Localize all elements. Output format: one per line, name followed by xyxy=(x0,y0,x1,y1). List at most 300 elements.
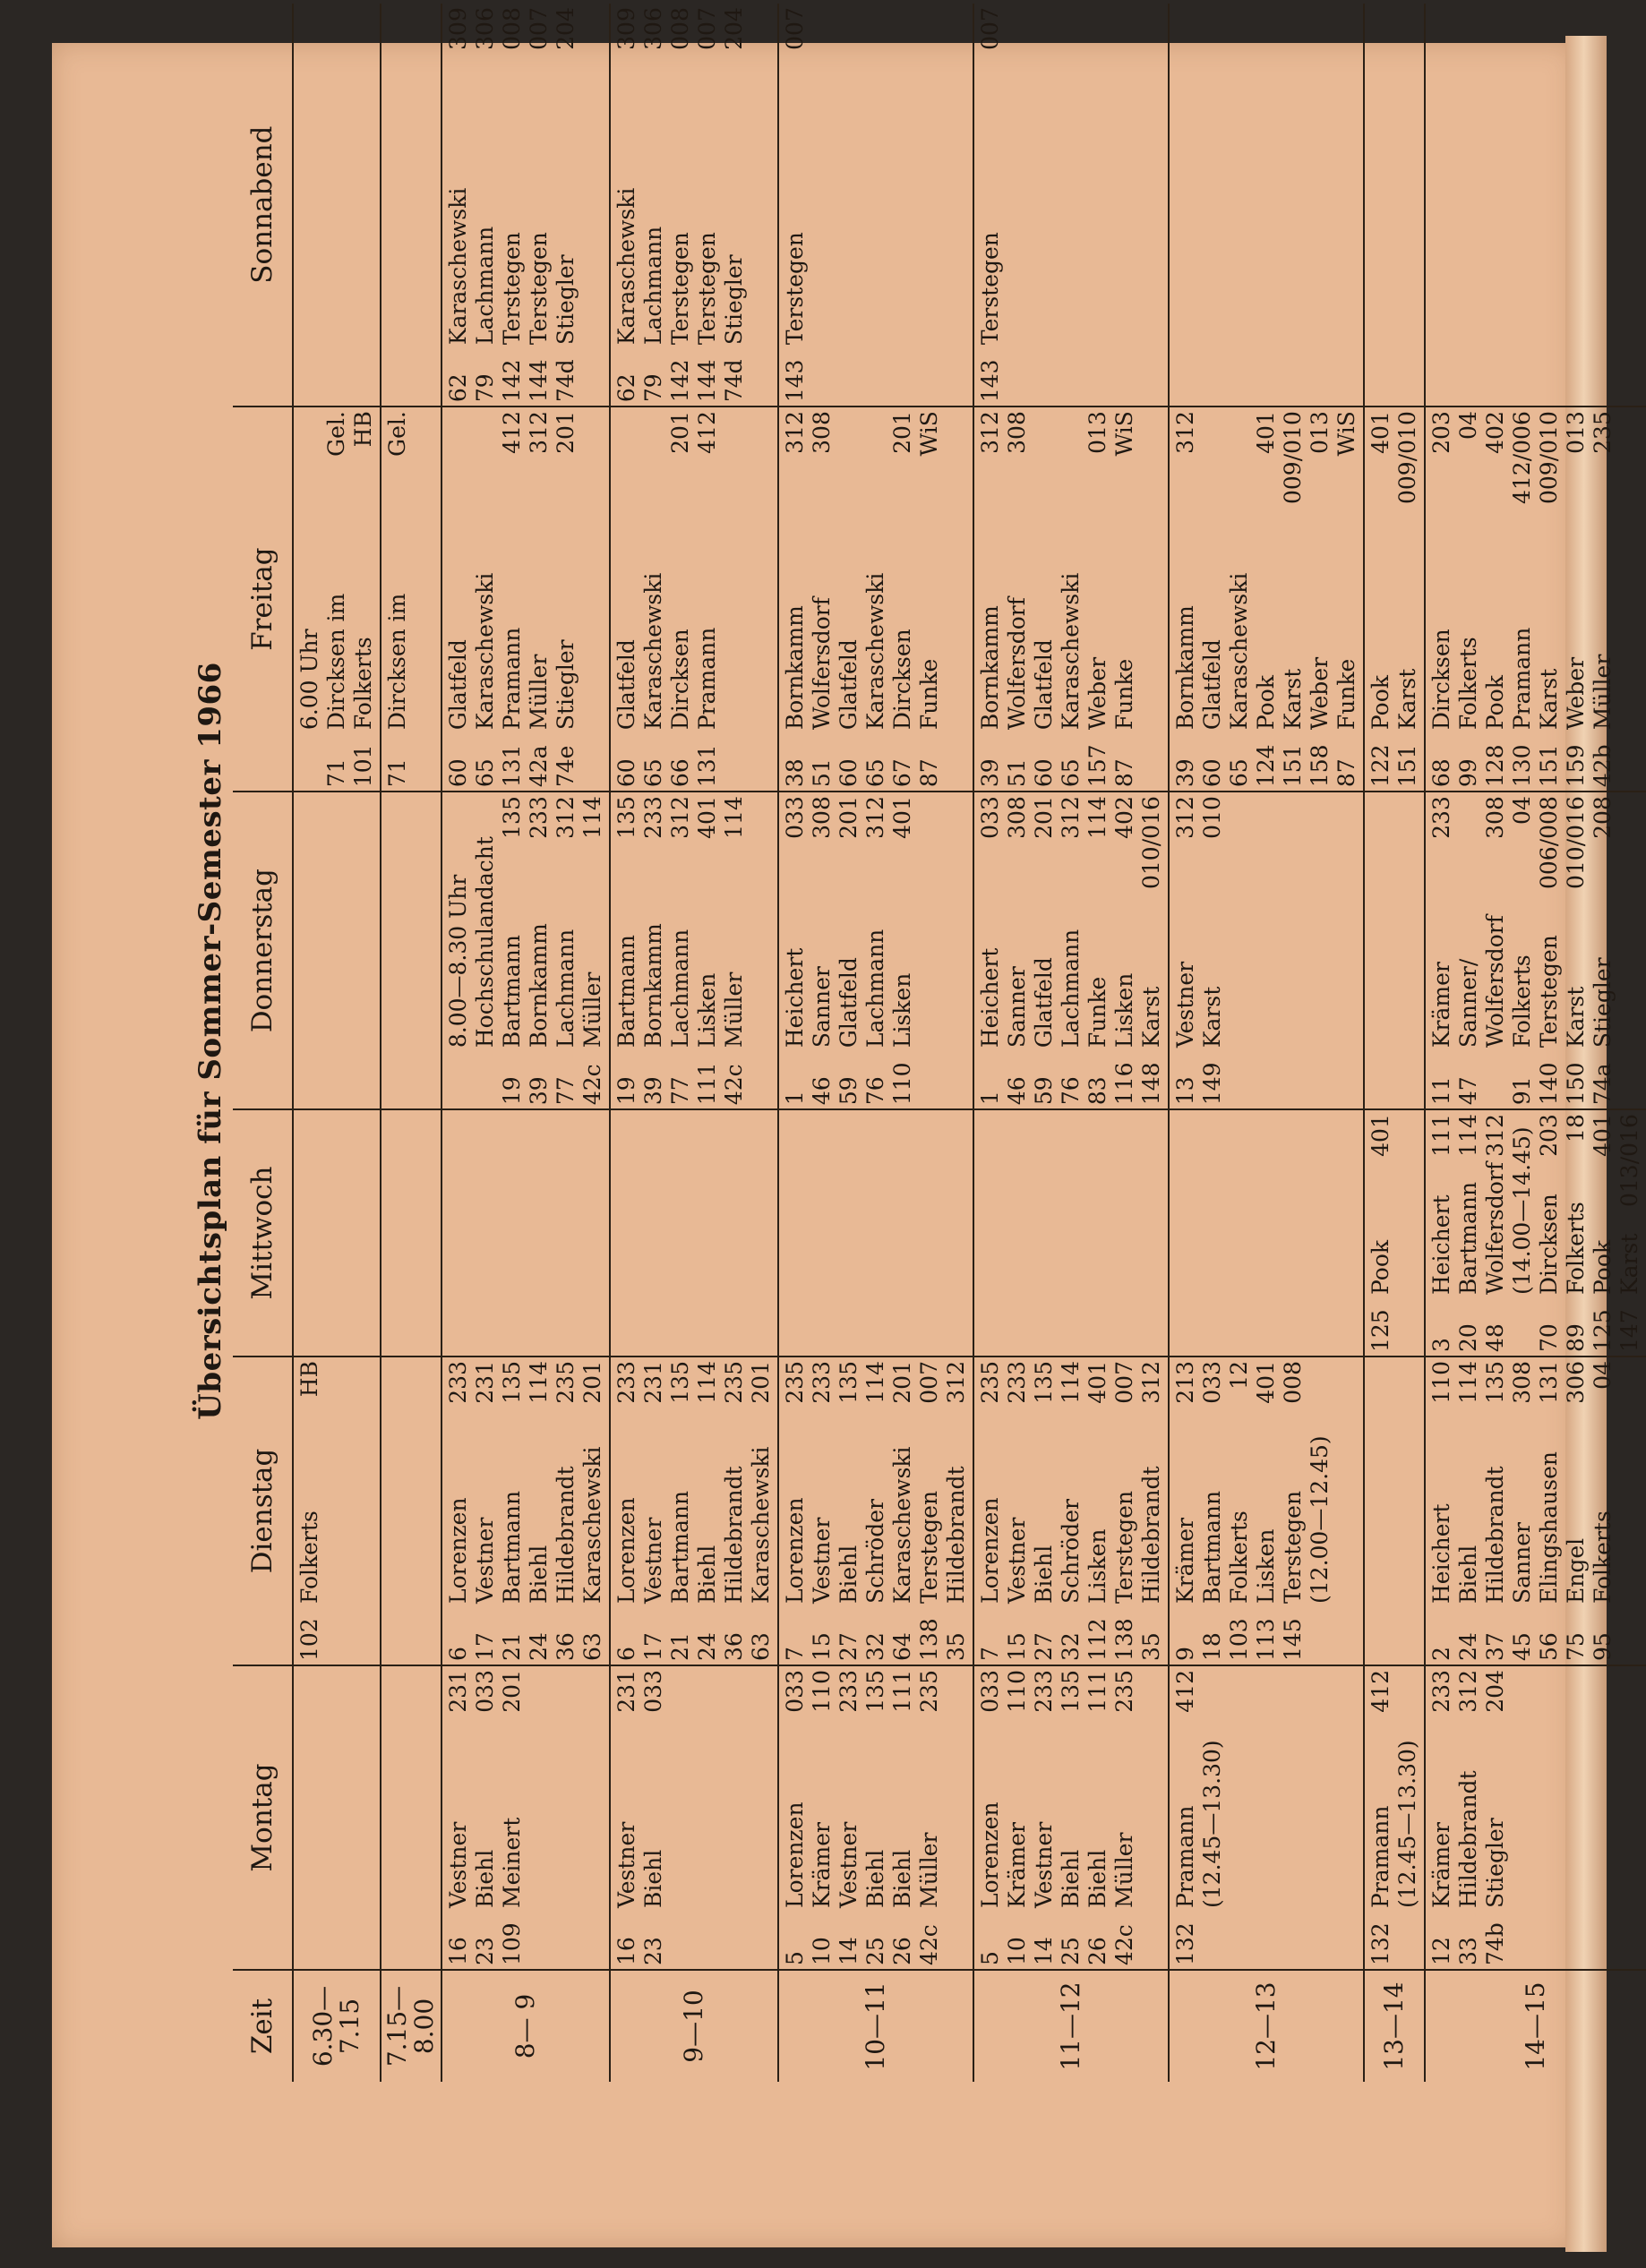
room-number: 201 xyxy=(553,411,579,454)
room-number: 114 xyxy=(1455,1361,1481,1404)
lecturer-name: Lisken xyxy=(889,972,915,1048)
time-row xyxy=(381,4,442,2082)
lecturer-name: Wolfersdorf xyxy=(1004,597,1030,731)
course-number: 2 xyxy=(1428,1647,1454,1661)
room-number: 312 xyxy=(1482,1114,1508,1157)
course-number: 38 xyxy=(782,758,808,788)
room-number: 12 xyxy=(1226,1361,1252,1390)
room-number: 201 xyxy=(889,1361,915,1404)
lecturer-name: Heichert xyxy=(1428,1503,1454,1604)
room-number: 401 xyxy=(1253,411,1279,454)
course-entry xyxy=(1482,1361,1509,1661)
course-number: 148 xyxy=(1138,1062,1164,1106)
room-number xyxy=(862,411,889,416)
cell-mittwoch xyxy=(973,1109,1169,1357)
course-entry xyxy=(1138,796,1165,1105)
lecturer-name: Wolfersdorf xyxy=(1482,915,1508,1048)
course-number: 14 xyxy=(1031,1937,1057,1965)
lecturer-name: Müller xyxy=(916,1832,942,1908)
course-entry xyxy=(1563,411,1590,787)
course-entry xyxy=(1455,411,1482,787)
course-entry xyxy=(1428,411,1455,787)
course-entry xyxy=(809,411,836,787)
lecturer-name: Hildebrandt xyxy=(1482,1466,1508,1604)
course-number: 10 xyxy=(809,1937,835,1965)
lecturer-name: Folkerts xyxy=(1563,1202,1589,1295)
course-number: 109 xyxy=(499,1922,525,1965)
course-number: 42c xyxy=(916,1924,942,1965)
lecturer-name: Pramann xyxy=(1509,627,1535,731)
course-entry xyxy=(1004,1361,1031,1661)
course-number: 35 xyxy=(1138,1632,1164,1661)
course-entry xyxy=(1590,411,1616,787)
course-number: 16 xyxy=(445,1937,471,1965)
lecturer-name: Terstegen xyxy=(499,232,525,346)
lecturer-name: (12.00—12.45) xyxy=(1307,1435,1333,1604)
course-number: 65 xyxy=(1058,758,1084,788)
lecturer-name: Bartmann xyxy=(499,1490,525,1604)
cell-dienstag xyxy=(1425,1357,1646,1665)
room-number: Gel. xyxy=(323,411,349,457)
lecturer-name: Krämer xyxy=(809,1822,835,1908)
room-number: 007 xyxy=(526,7,552,50)
course-entry xyxy=(916,1670,943,1965)
course-entry xyxy=(889,796,916,1105)
room-number: WiS xyxy=(1333,411,1359,457)
lecturer-name: Bartmann xyxy=(667,1490,693,1604)
cell-freitag xyxy=(1169,407,1364,792)
room-number: 412/006 xyxy=(1509,411,1535,504)
lecturer-name: Bornkamm xyxy=(526,923,552,1048)
course-entry xyxy=(1590,1361,1616,1661)
course-number: 26 xyxy=(889,1937,915,1965)
course-entry xyxy=(977,411,1004,787)
room-number: 312 xyxy=(1172,796,1198,839)
lecturer-name: Hildebrandt xyxy=(1138,1466,1164,1604)
time-row xyxy=(1364,4,1425,2082)
course-number: 19 xyxy=(499,1076,525,1106)
room-number: 308 xyxy=(1004,796,1030,839)
lecturer-name: Müller xyxy=(579,971,605,1048)
cell-dienstag xyxy=(610,1357,778,1665)
room-number xyxy=(445,796,472,801)
room-number: 033 xyxy=(782,1670,808,1713)
cell-mittwoch xyxy=(1169,1109,1364,1357)
lecturer-name: 6.00 Uhr xyxy=(296,629,322,731)
room-number: 04 xyxy=(1455,411,1481,440)
lecturer-name: Terstegen xyxy=(1536,935,1562,1048)
course-number: 42c xyxy=(721,1064,747,1106)
course-entry xyxy=(836,1361,862,1661)
room-number: 007 xyxy=(782,7,808,50)
room-number: 233 xyxy=(1004,1361,1030,1404)
course-number: 5 xyxy=(977,1951,1003,1965)
room-number: 412 xyxy=(499,411,525,454)
course-number: 11 xyxy=(1428,1076,1454,1106)
course-entry xyxy=(1367,1670,1394,1965)
lecturer-name: Funke xyxy=(916,658,942,731)
lecturer-name: Müller xyxy=(721,971,747,1048)
cell-sonnabend xyxy=(610,4,778,407)
lecturer-name: Bartmann xyxy=(499,935,525,1048)
lecturer-name: Vestner xyxy=(472,1517,498,1604)
lecturer-name: Biehl xyxy=(1031,1545,1057,1604)
course-number: 60 xyxy=(836,758,862,788)
cell-mittwoch xyxy=(381,1109,442,1357)
lecturer-name: Müller xyxy=(1590,654,1616,731)
room-number: 013 xyxy=(1563,411,1589,454)
lecturer-name: Lisken xyxy=(694,972,720,1048)
lecturer-name: Heichert xyxy=(977,947,1003,1048)
course-entry xyxy=(836,411,862,787)
course-number: 132 xyxy=(1172,1922,1198,1965)
lecturer-name: Terstegen xyxy=(667,232,693,346)
cell-dienstag xyxy=(1169,1357,1364,1665)
lecturer-name: Schröder xyxy=(1058,1499,1084,1604)
course-number: 74a xyxy=(1590,1063,1616,1106)
course-number: 18 xyxy=(1199,1632,1225,1661)
course-number: 6 xyxy=(445,1647,471,1661)
room-number: 312 xyxy=(862,796,888,839)
room-number: 306 xyxy=(1563,1361,1589,1404)
course-number: 7 xyxy=(977,1647,1003,1661)
cell-montag xyxy=(1169,1665,1364,1970)
lecturer-name: Stiegler xyxy=(1482,1818,1508,1908)
time-slot: 13—14 xyxy=(1364,1970,1425,2082)
course-entry xyxy=(640,411,667,787)
course-number: 32 xyxy=(1058,1632,1084,1661)
lecturer-name: Terstegen xyxy=(977,232,1003,346)
cell-sonnabend xyxy=(1169,4,1364,407)
course-number: 113 xyxy=(1253,1618,1279,1661)
course-entry xyxy=(1253,411,1280,787)
course-entry xyxy=(1172,411,1199,787)
room-number: 308 xyxy=(1004,411,1030,454)
course-number: 26 xyxy=(1084,1937,1110,1965)
lecturer-name: Hildebrandt xyxy=(1455,1770,1481,1908)
lecturer-name: Engel xyxy=(1563,1537,1589,1604)
room-number: 312 xyxy=(782,411,808,454)
lecturer-name: Bartmann xyxy=(1199,1490,1225,1604)
course-entry xyxy=(350,411,377,787)
room-number: 111 xyxy=(1084,1670,1110,1713)
course-number: 33 xyxy=(1455,1937,1481,1965)
room-number: 033 xyxy=(1199,1361,1225,1404)
lecturer-name: Krämer xyxy=(1172,1518,1198,1604)
header-mittwoch: Mittwoch xyxy=(233,1109,293,1357)
lecturer-name: Hildebrandt xyxy=(721,1466,747,1604)
room-number: 013 xyxy=(1084,411,1110,454)
lecturer-name: Glatfeld xyxy=(1031,639,1057,731)
course-entry xyxy=(862,411,889,787)
room-number: 110 xyxy=(809,1670,835,1713)
lecturer-name: Wolfersdorf xyxy=(1482,1161,1508,1295)
course-entry xyxy=(782,1361,809,1661)
cell-sonnabend xyxy=(778,4,973,407)
course-number: 39 xyxy=(977,758,1003,788)
lecturer-name: Dircksen im xyxy=(384,593,410,731)
course-entry xyxy=(1367,1114,1394,1352)
lecturer-name: Karaschewski xyxy=(862,572,888,731)
course-number: 87 xyxy=(1111,758,1137,788)
lecturer-name: Dircksen xyxy=(889,629,915,731)
course-entry xyxy=(445,411,472,787)
lecturer-name: Glatfeld xyxy=(445,639,471,731)
room-number: 203 xyxy=(1536,1114,1562,1157)
course-entry xyxy=(296,411,323,787)
course-entry xyxy=(613,1670,640,1965)
course-entry xyxy=(1199,411,1226,787)
cell-donnerstag xyxy=(610,792,778,1109)
lecturer-name: Lachmann xyxy=(640,226,666,346)
course-number: 122 xyxy=(1367,744,1393,788)
lecturer-name: Heichert xyxy=(1428,1194,1454,1295)
course-entry xyxy=(384,411,411,787)
room-number: 010/016 xyxy=(1138,796,1164,889)
cell-montag xyxy=(1425,1665,1646,1970)
lecturer-name: Karst xyxy=(1394,668,1420,731)
room-number: 007 xyxy=(977,7,1003,50)
course-entry xyxy=(640,1670,667,1965)
course-entry xyxy=(1428,796,1455,1105)
course-number: 24 xyxy=(1455,1632,1481,1661)
course-number: 95 xyxy=(1590,1632,1616,1661)
room-number: 308 xyxy=(809,411,835,454)
lecturer-name: Karaschewski xyxy=(748,1446,774,1604)
room-number xyxy=(1031,411,1058,416)
lecturer-name: 8.00—8.30 Uhr xyxy=(445,874,471,1048)
room-number: 110 xyxy=(1004,1670,1030,1713)
lecturer-name: Stiegler xyxy=(721,254,747,346)
course-number: 76 xyxy=(1058,1076,1084,1106)
lecturer-name: Weber xyxy=(1307,656,1333,731)
lecturer-name: Karst xyxy=(1199,986,1225,1048)
lecturer-name: Biehl xyxy=(1455,1545,1481,1604)
lecturer-name: Lachmann xyxy=(1058,929,1084,1048)
course-number: 56 xyxy=(1536,1632,1562,1661)
lecturer-name: Pook xyxy=(1482,675,1508,731)
course-entry xyxy=(1482,1670,1509,1965)
lecturer-name: Krämer xyxy=(1004,1822,1030,1908)
cell-dienstag xyxy=(973,1357,1169,1665)
lecturer-name: Biehl xyxy=(1058,1849,1084,1908)
course-number: 25 xyxy=(862,1937,888,1965)
cell-dienstag xyxy=(381,1357,442,1665)
course-entry xyxy=(748,1361,775,1661)
lecturer-name: Glatfeld xyxy=(1199,639,1225,731)
course-number: 111 xyxy=(694,1062,720,1106)
lecturer-name: Karst xyxy=(1280,668,1306,731)
room-number xyxy=(1509,1114,1536,1119)
lecturer-name: Terstegen xyxy=(782,232,808,346)
course-entry xyxy=(1367,411,1394,787)
room-number: 312 xyxy=(553,796,579,839)
room-number: 312 xyxy=(1455,1670,1481,1713)
room-number: WiS xyxy=(916,411,942,457)
cell-sonnabend xyxy=(293,4,381,407)
course-number: 27 xyxy=(1031,1632,1057,1661)
room-number: 201 xyxy=(579,1361,605,1404)
lecturer-name: Karaschewski xyxy=(579,1446,605,1604)
course-entry xyxy=(553,796,579,1105)
course-entry xyxy=(613,1361,640,1661)
lecturer-name: Hildebrandt xyxy=(553,1466,579,1604)
lecturer-name: Karst xyxy=(1616,1233,1642,1295)
course-entry xyxy=(809,796,836,1105)
cell-donnerstag xyxy=(1169,792,1364,1109)
course-entry xyxy=(1455,1670,1482,1965)
room-number: 235 xyxy=(977,1361,1003,1404)
room-number: 009/010 xyxy=(1280,411,1306,504)
lecturer-name: Karaschewski xyxy=(889,1446,915,1604)
cell-sonnabend xyxy=(973,4,1169,407)
course-entry xyxy=(889,1670,916,1965)
cell-montag xyxy=(610,1665,778,1970)
room-number: 135 xyxy=(836,1361,862,1404)
schedule-table xyxy=(233,4,1646,2082)
lecturer-name: Dircksen xyxy=(1428,629,1454,731)
course-entry xyxy=(1031,1361,1058,1661)
lecturer-name: Glatfeld xyxy=(836,639,862,731)
course-number: 17 xyxy=(640,1632,666,1661)
course-entry xyxy=(667,1361,694,1661)
course-entry xyxy=(499,1361,526,1661)
header-zeit: Zeit xyxy=(233,1970,293,2082)
room-number: 401 xyxy=(1084,1361,1110,1404)
cell-donnerstag xyxy=(778,792,973,1109)
room-number: 233 xyxy=(1428,796,1454,839)
course-number: 151 xyxy=(1536,744,1562,788)
room-number: 007 xyxy=(694,7,720,50)
course-number: 68 xyxy=(1428,758,1454,788)
course-entry xyxy=(1455,796,1482,1105)
course-number: 150 xyxy=(1563,1062,1589,1106)
course-number: 63 xyxy=(579,1632,605,1661)
lecturer-name: Pramann xyxy=(499,627,525,731)
course-entry xyxy=(1563,1114,1590,1352)
room-number: 208 xyxy=(1590,796,1616,839)
course-number: 145 xyxy=(1280,1618,1306,1661)
lecturer-name: Bornkamm xyxy=(1172,605,1198,731)
course-entry xyxy=(1394,411,1421,787)
course-entry xyxy=(1226,1361,1253,1661)
course-number: 142 xyxy=(499,359,525,403)
lecturer-name: Terstegen xyxy=(526,232,552,346)
course-entry xyxy=(1058,796,1084,1105)
cell-freitag xyxy=(293,407,381,792)
lecturer-name: Karst xyxy=(1536,668,1562,731)
room-number xyxy=(296,411,323,416)
time-row xyxy=(610,4,778,2082)
course-number: 17 xyxy=(472,1632,498,1661)
course-entry xyxy=(1004,411,1031,787)
course-entry xyxy=(1058,1670,1084,1965)
lecturer-name: Karaschewski xyxy=(1226,572,1252,731)
course-number: 91 xyxy=(1509,1076,1535,1106)
room-number: 033 xyxy=(782,796,808,839)
time-slot: 6.30—7.15 xyxy=(293,1970,381,2082)
room-number xyxy=(1307,1361,1333,1366)
course-number xyxy=(1199,1908,1226,1965)
lecturer-name: Dircksen xyxy=(1536,1194,1562,1295)
time-slot: 7.15—8.00 xyxy=(381,1970,442,2082)
lecturer-name: Elingshausen xyxy=(1536,1451,1562,1604)
course-entry xyxy=(1004,796,1031,1105)
room-number: 235 xyxy=(1111,1670,1137,1713)
course-entry xyxy=(943,1361,970,1661)
course-entry xyxy=(1509,411,1536,787)
room-number: 010/016 xyxy=(1563,796,1589,889)
cell-freitag xyxy=(778,407,973,792)
lecturer-name: Karaschewski xyxy=(640,572,666,731)
course-number: 51 xyxy=(809,758,835,788)
course-number: 77 xyxy=(667,1076,693,1106)
course-entry xyxy=(721,796,748,1105)
course-number: 32 xyxy=(862,1632,888,1661)
lecturer-name: Biehl xyxy=(640,1849,666,1908)
course-number: 87 xyxy=(1333,758,1359,788)
lecturer-name: Meinert xyxy=(499,1817,525,1908)
room-number: 204 xyxy=(553,7,579,50)
course-number: 3 xyxy=(1428,1338,1454,1352)
course-number: 125 xyxy=(1367,1309,1393,1352)
lecturer-name: Dircksen im xyxy=(323,593,349,731)
course-entry xyxy=(526,411,553,787)
course-entry xyxy=(721,1361,748,1661)
lecturer-name: Pook xyxy=(1367,675,1393,731)
course-entry xyxy=(472,796,499,1105)
course-entry xyxy=(1333,411,1360,787)
header-donnerstag: Donnerstag xyxy=(233,792,293,1109)
course-number: 21 xyxy=(499,1632,525,1661)
lecturer-name: Bornkamm xyxy=(977,605,1003,731)
cell-freitag xyxy=(973,407,1169,792)
lecturer-name: Bornkamm xyxy=(640,923,666,1048)
course-entry xyxy=(526,1361,553,1661)
course-number xyxy=(445,1048,472,1105)
course-number xyxy=(1307,1604,1333,1661)
room-number: 412 xyxy=(1367,1670,1393,1713)
course-number: 13 xyxy=(1172,1076,1198,1106)
course-number: 143 xyxy=(782,359,808,403)
course-entry xyxy=(1482,411,1509,787)
header-row xyxy=(233,4,293,2082)
course-number: 60 xyxy=(445,758,471,788)
lecturer-name: Stiegler xyxy=(553,254,579,346)
room-number: 308 xyxy=(1509,1361,1535,1404)
course-number: 66 xyxy=(667,758,693,788)
lecturer-name: Lisken xyxy=(1084,1528,1110,1604)
cell-dienstag xyxy=(293,1357,381,1665)
course-number: 128 xyxy=(1482,744,1508,788)
lecturer-name: Lorenzen xyxy=(445,1497,471,1604)
lecturer-name: Biehl xyxy=(862,1849,888,1908)
room-number: 306 xyxy=(640,7,666,50)
room-number: 033 xyxy=(640,1670,666,1713)
room-number: WiS xyxy=(1111,411,1137,457)
cell-dienstag xyxy=(778,1357,973,1665)
room-number: 114 xyxy=(694,1361,720,1404)
room-number: 306 xyxy=(472,7,498,50)
course-entry xyxy=(977,1361,1004,1661)
lecturer-name: Weber xyxy=(1563,656,1589,731)
lecturer-name: Lorenzen xyxy=(977,1802,1003,1908)
cell-dienstag xyxy=(1364,1357,1425,1665)
lecturer-name: Biehl xyxy=(472,1849,498,1908)
room-number: 402 xyxy=(1111,796,1137,839)
room-number: 233 xyxy=(836,1670,862,1713)
room-number: 013/016 xyxy=(1616,1114,1642,1207)
